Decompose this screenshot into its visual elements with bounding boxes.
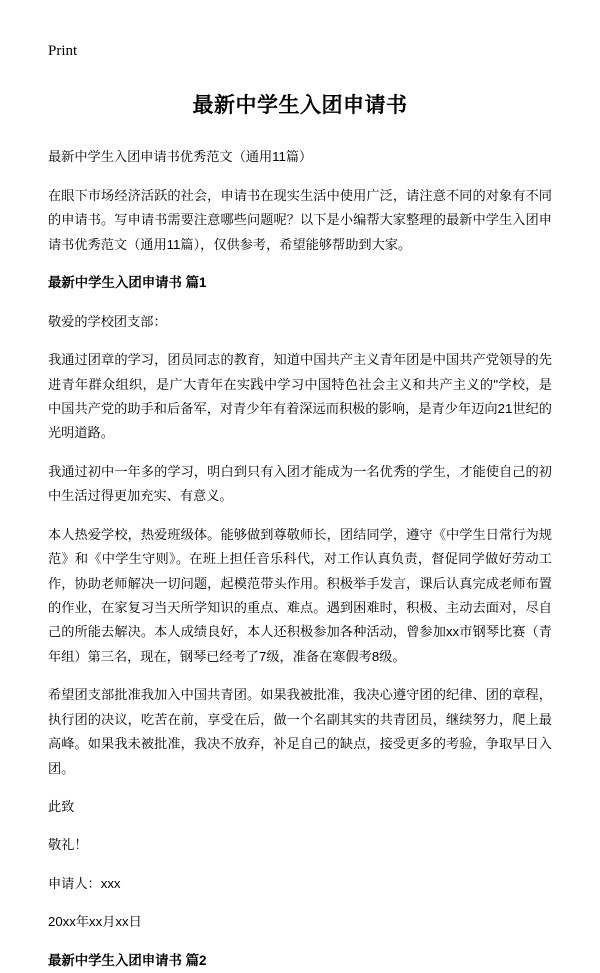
paragraph: 敬爱的学校团支部： — [48, 313, 167, 329]
paragraph: 最新中学生入团申请书优秀范文（通用11篇） — [48, 149, 313, 165]
section-heading: 最新中学生入团申请书 篇2 — [48, 952, 207, 968]
paragraph: 本人热爱学校，热爱班级体。能够做到尊敬师长，团结同学，遵守《中学生日常行为规范》和《中学生守则》。在班上担任音乐科代，对工作认真负责，督促同学做好劳动工作，协助老师解决一切问题，起模范带头作用。积极举手发言，课后认真完成老师布置的作业，在家复习当天所学知识的重点、难点。遇到困难时，积极、主动去面对，尽自己的所能去解决。本人成绩良好，本人还积极参加各种活动，曾参加xx市钢琴比赛（青年组）第三名，现在，钢琴已经考了7级，准备在寒假考8级。 — [48, 526, 552, 664]
paragraph: 此致 — [48, 798, 75, 814]
paragraph: 在眼下市场经济活跃的社会，申请书在现实生活中使用广泛，请注意不同的对象有不同的申请书。写申请书需要注意哪些问题呢？以下是小编帮大家整理的最新中学生入团申请书优秀范文（通用11篇），仅供参考，希望能够帮助到大家。 — [48, 187, 552, 252]
print-button[interactable]: Print — [48, 43, 78, 59]
paragraph: 敬礼！ — [48, 837, 88, 853]
document-body — [48, 145, 552, 973]
paragraph: 我通过团章的学习，团员同志的教育，知道中国共产主义青年团是中国共产党领导的先进青年群众组织，是广大青年在实践中学习中国特色社会主义和共产主义的"学校，是中国共产党的助手和后备军，对青少年有着深远而积极的影响，是青少年迈向21世纪的光明道路。 — [48, 352, 552, 441]
paragraph: 申请人：xxx — [48, 875, 121, 891]
paragraph: 我通过初中一年多的学习，明白到只有入团才能成为一名优秀的学生，才能使自己的初中生活过得更加充实、有意义。 — [48, 463, 552, 504]
section-heading: 最新中学生入团申请书 篇1 — [48, 274, 207, 290]
page-title: 最新中学生入团申请书 — [192, 94, 408, 117]
paragraph: 20xx年xx月xx日 — [48, 914, 142, 930]
paragraph: 希望团支部批准我加入中国共青团。如果我被批准，我决心遵守团的纪律、团的章程，执行团的决议，吃苦在前，享受在后，做一个名副其实的共青团员，继续努力，爬上最高峰。如果我未被批准，我决不放弃，补足自己的缺点，接受更多的考验，争取早日入团。 — [48, 687, 552, 776]
